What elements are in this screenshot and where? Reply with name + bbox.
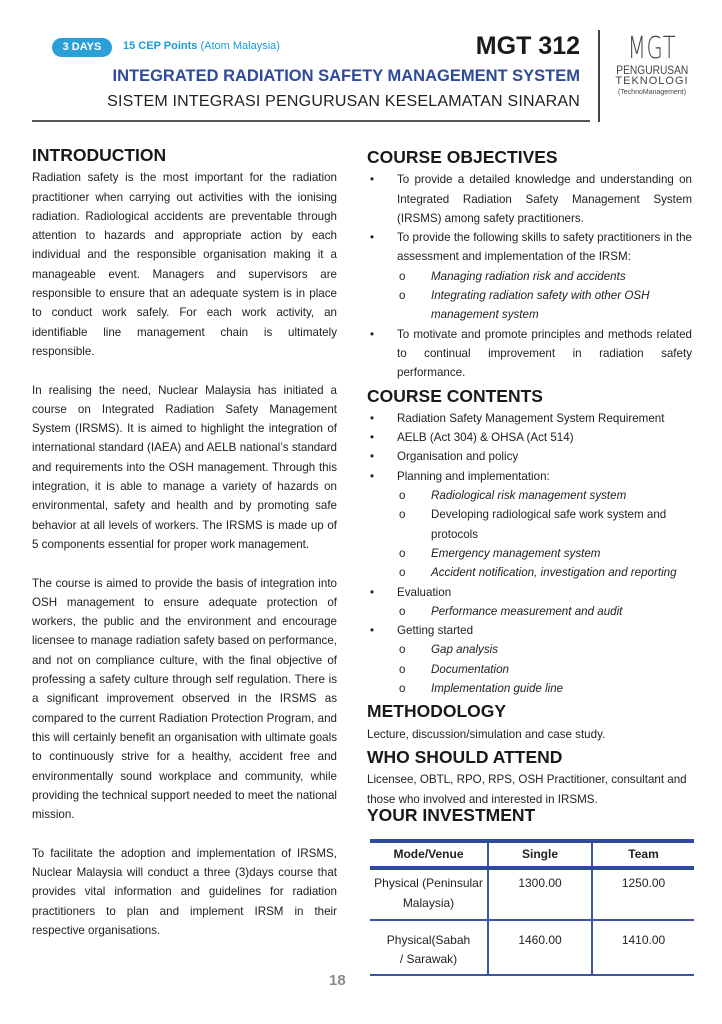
intro-paragraph: To facilitate the adoption and implementation of IRSMS, Nuclear Malaysia will conduct a three (3)days course that provides vital information and guidelines for radiation practitioners to plan and implement IRSM in their respective organisations. <box>32 846 337 937</box>
table-cell: 1300.00 <box>488 868 592 920</box>
objectives-list <box>367 170 692 382</box>
column-header: Team <box>592 841 694 868</box>
list-item: • To motivate and promote principles and methods related to continual improvement in radiation safety performance. <box>367 325 692 383</box>
course-code: MGT 312 <box>475 32 580 60</box>
list-item: • Evaluation <box>367 583 692 602</box>
list-item: o Implementation guide line <box>367 679 692 698</box>
list-item: o Emergency management system <box>367 544 692 563</box>
table-cell: 1250.00 <box>592 868 694 920</box>
logo-pengurusan: PENGURUSAN <box>616 63 689 77</box>
left-column <box>32 146 337 959</box>
logo-divider <box>598 30 600 122</box>
table-row <box>370 868 694 920</box>
duration-badge: 3 DAYS <box>52 38 112 57</box>
list-item: o Integrating radiation safety with other OSH management system <box>367 286 692 325</box>
list-item: o Accident notification, investigation and reporting <box>367 563 692 582</box>
cep-org: (Atom Malaysia) <box>200 40 280 52</box>
right-column <box>367 146 692 976</box>
list-item: o Managing radiation risk and accidents <box>367 267 692 286</box>
cep-count: 15 CEP Points <box>123 40 198 52</box>
logo <box>610 31 694 96</box>
page-number: 18 <box>329 972 346 989</box>
header-divider <box>32 120 590 122</box>
investment-heading: YOUR INVESTMENT <box>367 804 536 825</box>
list-item: • Getting started <box>367 621 692 640</box>
logo-tagline: (TechnoManagement) <box>617 89 687 96</box>
contents-heading: COURSE CONTENTS <box>367 385 543 406</box>
contents-list <box>367 409 692 698</box>
methodology-text: Lecture, discussion/simulation and case study. <box>367 727 606 741</box>
list-item: • Planning and implementation: <box>367 467 692 486</box>
list-item: • To provide a detailed knowledge and understanding on Integrated Radiation Safety Management System (IRSMS) among safety practitioners. <box>367 170 692 228</box>
intro-paragraph: In realising the need, Nuclear Malaysia has initiated a course on Integrated Radiation Safety Management System (IRSMS). It is aimed to highlight the integration of international standard (IAEA) and AELB national’s standard and requirements into the OSH management. Through this integration, it is able to manage a variety of hazards on environmental, safety and health and by promoting safe behavior at all levels of workers. The IRSMS is made up of 5 components essential for proper work management. <box>32 383 337 551</box>
list-item: o Documentation <box>367 660 692 679</box>
cep-points <box>123 40 280 52</box>
column-header: Mode/Venue <box>370 841 488 868</box>
logo-mgt: MGT <box>627 31 677 66</box>
list-item: o Gap analysis <box>367 640 692 659</box>
list-item: o Performance measurement and audit <box>367 602 692 621</box>
list-item: • AELB (Act 304) & OHSA (Act 514) <box>367 428 692 447</box>
intro-paragraph: The course is aimed to provide the basis of integration into OSH management to ensure adequate protection of workers, the public and the environment and encourage licensee to manage radiation safety based on performance, and not on compliance culture, with the final objective of professing a safety culture through self regulation. There is a significant improvement observed in the IRSMS as compared to the current Radiation Protection Program, and this will certainly benefit an organisation with ultimate goals to continuously strive for a healthy, accident free and environmentally sound workplace and community, while providing the technical support needed to meet the national mission. <box>32 576 337 822</box>
column-header: Single <box>488 841 592 868</box>
list-item: o Developing radiological safe work system and protocols <box>367 505 692 544</box>
list-item: • Organisation and policy <box>367 447 692 466</box>
course-title: INTEGRATED RADIATION SAFETY MANAGEMENT SYSTEM <box>112 67 580 85</box>
course-subtitle: SISTEM INTEGRASI PENGURUSAN KESELAMATAN SINARAN <box>107 93 580 110</box>
intro-paragraph: Radiation safety is the most important for the radiation practitioner when carrying out activities with the ionising radiation. Radiological accidents are preventable through attention to hazards and appropriate action by each individual and the responsible organisation making it a manageable event. Managers and supervisors are responsible to ensure that an adequate system is in place to conduct work safely. For each work activity, an identifiable line management chain is ultimately responsible. <box>32 171 337 358</box>
list-item: • To provide the following skills to safety practitioners in the assessment and implementation of the IRSM: <box>367 228 692 267</box>
methodology-heading: METHODOLOGY <box>367 701 507 722</box>
introduction-heading: INTRODUCTION <box>32 145 167 165</box>
attend-heading: WHO SHOULD ATTEND <box>367 746 563 767</box>
list-item: • Radiation Safety Management System Requirement <box>367 409 692 428</box>
table-cell: 1460.00 <box>488 920 592 975</box>
table-header-row <box>370 841 694 868</box>
investment-table <box>370 839 694 975</box>
objectives-heading: COURSE OBJECTIVES <box>367 147 558 167</box>
table-cell: 1410.00 <box>592 920 694 975</box>
attend-text: Licensee, OBTL, RPO, RPS, OSH Practitioner, consultant and those who involved and interested in IRSMS. <box>367 773 687 806</box>
logo-teknologi: TEKNOLOGI <box>615 75 689 87</box>
list-item: o Radiological risk management system <box>367 486 692 505</box>
table-cell: Physical (Peninsular Malaysia) <box>370 868 488 920</box>
table-cell: Physical(Sabah / Sarawak) <box>370 920 488 975</box>
table-row <box>370 920 694 975</box>
